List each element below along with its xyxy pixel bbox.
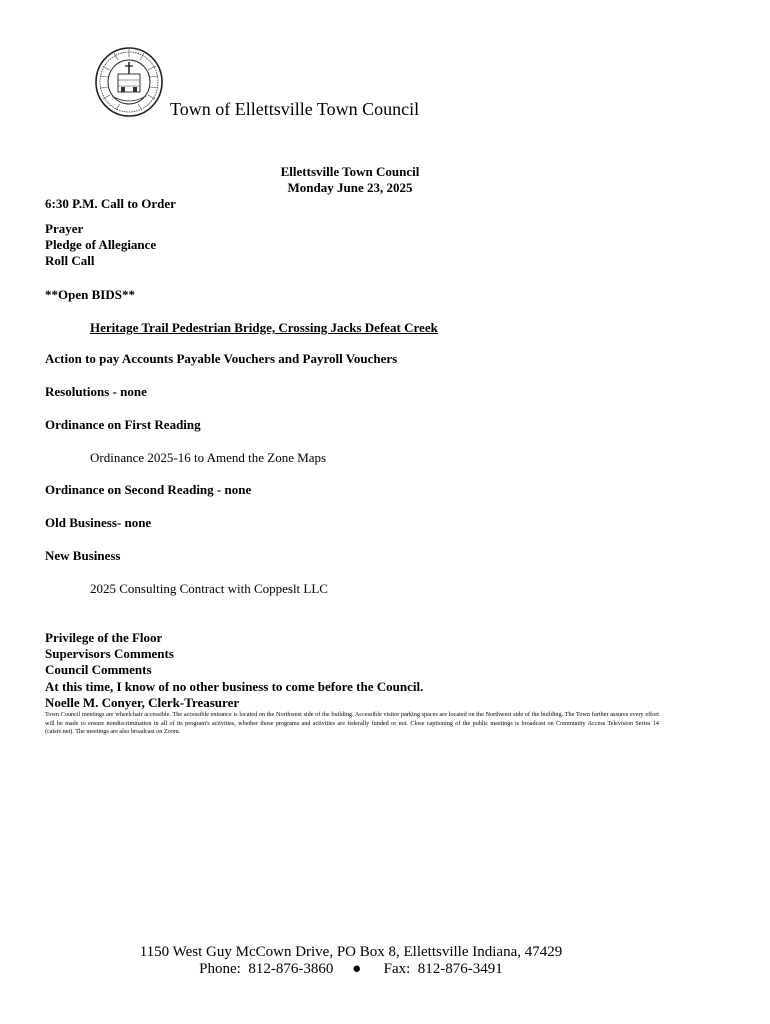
town-seal-logo: [94, 46, 164, 118]
opening-item-roll-call: Roll Call: [45, 253, 95, 268]
vouchers-item: Action to pay Accounts Payable Vouchers and Payroll Vouchers: [45, 351, 398, 366]
letterhead-title: Town of Ellettsville Town Council: [170, 99, 420, 119]
open-bids-item: Heritage Trail Pedestrian Bridge, Crossing Jacks Defeat Creek: [90, 320, 438, 335]
old-business-item: Old Business- none: [45, 515, 152, 530]
first-reading-heading: Ordinance on First Reading: [45, 417, 201, 432]
closing-statement: At this time, I know of no other business to come before the Council.: [45, 679, 424, 694]
closing-supervisors-comments: Supervisors Comments: [45, 646, 174, 661]
footer-address: 1150 West Guy McCown Drive, PO Box 8, Ellettsville Indiana, 47429: [139, 944, 563, 960]
opening-item-pledge: Pledge of Allegiance: [45, 237, 157, 252]
resolutions-item: Resolutions - none: [45, 384, 147, 399]
first-reading-item: Ordinance 2025-16 to Amend the Zone Maps: [90, 450, 327, 465]
new-business-item: 2025 Consulting Contract with Coppeslt LLC: [90, 581, 328, 596]
opening-item-prayer: Prayer: [45, 221, 84, 236]
closing-privilege-of-floor: Privilege of the Floor: [45, 630, 163, 645]
accessibility-notice: Town Council meetings are wheelchair accessible. The accessible entrance is located on the Northwest side of the building. Accessible visitor parking spaces are located on the Northwest side of the building. The Town further assures every effort will be made to ensure nondiscrimination in all of its program's activities, whether those programs and activities are federally funded or not. Close captioning of the public meetings is broadcast on Community Access Television Series 14 (catstv.net). The meetings are also broadcast on Zoom.: [45, 711, 659, 735]
meeting-body: Ellettsville Town Council: [280, 164, 420, 179]
open-bids-heading: **Open BIDS**: [45, 287, 135, 302]
signature-clerk-treasurer: Noelle M. Conyer, Clerk-Treasurer: [45, 695, 240, 710]
second-reading-item: Ordinance on Second Reading - none: [45, 482, 252, 497]
new-business-heading: New Business: [45, 548, 121, 563]
closing-council-comments: Council Comments: [45, 662, 152, 677]
meeting-date: Monday June 23, 2025: [287, 180, 413, 195]
footer-contact: Phone: 812-876-3860 ● Fax: 812-876-3491: [199, 961, 503, 977]
call-to-order: 6:30 P.M. Call to Order: [45, 196, 176, 211]
